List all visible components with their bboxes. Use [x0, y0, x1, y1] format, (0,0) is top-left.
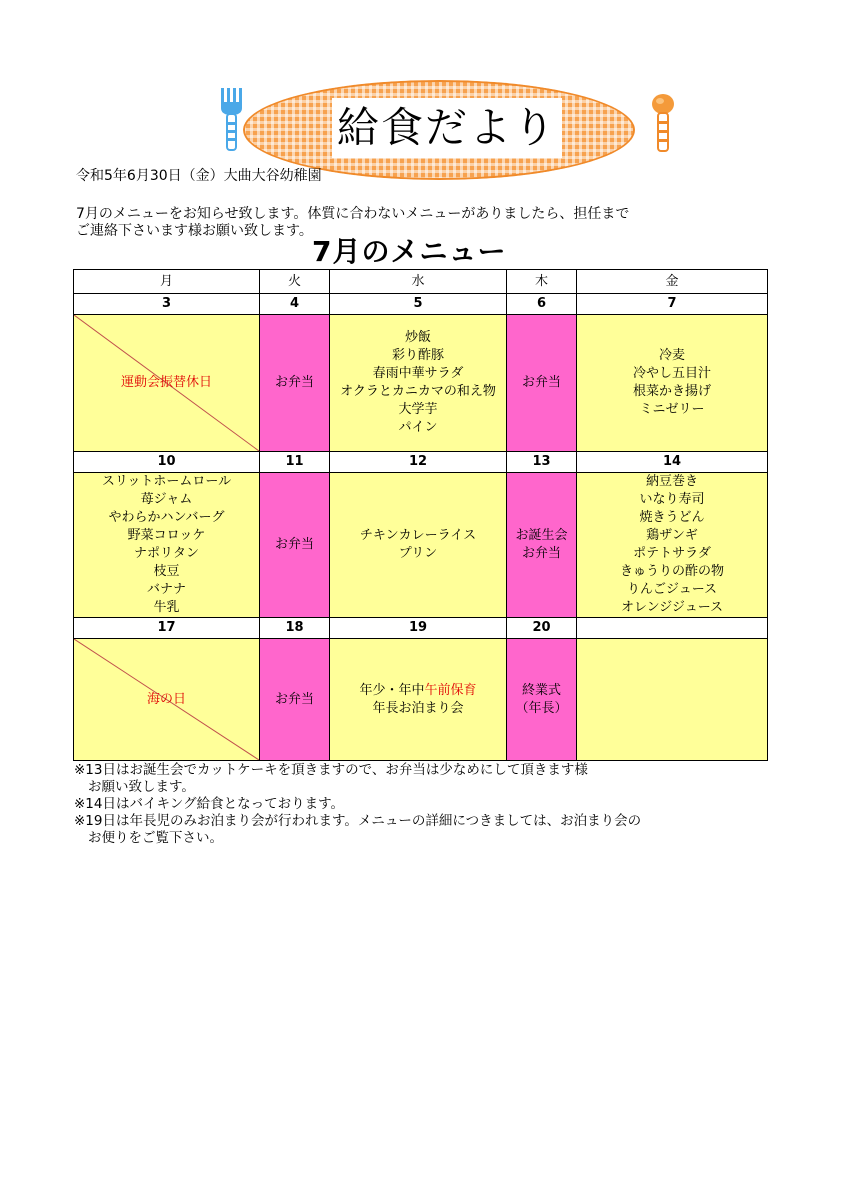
menu-item: お誕生会 [515, 528, 568, 543]
menu-item: 冷麦 [658, 348, 685, 363]
menu-row [74, 639, 768, 761]
holiday-label: 海の日 [146, 691, 186, 707]
menu-cell [330, 473, 507, 618]
menu-cell [74, 473, 260, 618]
menu-item [330, 682, 506, 700]
menu-item: 炒飯 [404, 330, 431, 345]
menu-item: チキンカレーライス [359, 528, 477, 543]
bento-cell [507, 473, 577, 618]
menu-title: 7月のメニュー [312, 235, 507, 268]
menu-item: やわらかハンバーグ [108, 510, 225, 525]
date-cell: 18 [260, 618, 330, 639]
notes [74, 762, 641, 847]
menu-item: パイン [398, 420, 438, 435]
menu-item-highlight: 午前保育 [424, 682, 477, 698]
menu-item: 年長お泊まり会 [372, 700, 464, 716]
date-cell: 10 [74, 452, 260, 473]
date-row [74, 618, 768, 639]
menu-item: りんごジュース [626, 582, 718, 597]
date-cell: 14 [577, 452, 768, 473]
menu-item: プリン [398, 546, 438, 561]
spoon-icon [650, 93, 676, 153]
weekday-header: 金 [577, 270, 768, 294]
date-cell: 19 [330, 618, 507, 639]
date-cell: 5 [330, 294, 507, 315]
note-line: ※13日はお誕生会でカットケーキを頂きますので、お弁当は少なめにして頂きます様 [74, 762, 588, 778]
menu-item: いなり寿司 [639, 492, 705, 507]
menu-item: 終業式 [521, 682, 561, 698]
menu-item: お弁当 [521, 375, 561, 390]
menu-item: 大学芋 [398, 402, 438, 417]
menu-item: 春雨中華サラダ [372, 366, 464, 381]
date-cell: 6 [507, 294, 577, 315]
empty-cell [577, 639, 768, 761]
bento-cell [260, 639, 330, 761]
menu-item: ナポリタン [133, 546, 199, 561]
menu-item: 苺ジャム [140, 492, 193, 507]
weekday-header: 水 [330, 270, 507, 294]
menu-item: 枝豆 [153, 564, 180, 579]
menu-item: ミニゼリー [639, 402, 705, 417]
menu-item: オレンジジュース [620, 600, 724, 615]
menu-item: （年長） [515, 700, 568, 716]
menu-item: 焼きうどん [639, 510, 705, 525]
bento-cell [507, 315, 577, 452]
menu-cell [577, 473, 768, 618]
menu-row [74, 315, 768, 452]
date-cell: 17 [74, 618, 260, 639]
date-row [74, 452, 768, 473]
menu-item: お弁当 [274, 375, 314, 390]
date-cell: 12 [330, 452, 507, 473]
weekday-header: 火 [260, 270, 330, 294]
weekday-row [74, 270, 768, 294]
note-line: ※14日はバイキング給食となっております。 [74, 796, 345, 812]
menu-item-prefix: 年少・年中 [359, 682, 425, 698]
menu-cell [330, 315, 507, 452]
menu-item: ポテトサラダ [633, 546, 711, 561]
menu-item: 冷やし五目汁 [632, 366, 711, 381]
holiday-label: 運動会振替休日 [120, 375, 212, 390]
menu-item: スリットホームロール [101, 474, 232, 489]
intro-line-2: ご連絡下さいます様お願い致します。 [76, 223, 313, 239]
menu-item: 納豆巻き [645, 474, 698, 489]
menu-item: 彩り酢豚 [391, 348, 444, 363]
date-cell: 7 [577, 294, 768, 315]
date-cell: 4 [260, 294, 330, 315]
menu-item: お弁当 [274, 691, 314, 707]
menu-item: 牛乳 [153, 600, 180, 615]
menu-item: お弁当 [274, 537, 314, 552]
date-row [74, 294, 768, 315]
date-cell [577, 618, 768, 639]
menu-item: 根菜かき揚げ [632, 384, 711, 399]
weekday-header: 月 [74, 270, 260, 294]
menu-cell [577, 315, 768, 452]
note-line: お便りをご覧下さい。 [88, 830, 223, 846]
menu-item: オクラとカニカマの和え物 [340, 384, 496, 399]
menu-item: きゅうりの酢の物 [619, 564, 724, 579]
page-title: 給食だより [332, 98, 562, 158]
menu-item: バナナ [146, 582, 186, 597]
note-line: お願い致します。 [88, 779, 195, 795]
date-cell: 13 [507, 452, 577, 473]
menu-item: 鶏ザンギ [646, 528, 698, 543]
bento-cell [260, 315, 330, 452]
fork-icon [218, 88, 244, 152]
date-cell: 11 [260, 452, 330, 473]
menu-calendar [73, 269, 768, 761]
date-line: 令和5年6月30日（金）大曲大谷幼稚園 [76, 168, 322, 184]
menu-item: お弁当 [521, 546, 561, 561]
holiday-cell [74, 639, 260, 761]
date-cell: 20 [507, 618, 577, 639]
date-cell: 3 [74, 294, 260, 315]
menu-item: 野菜コロッケ [127, 528, 206, 543]
weekday-header: 木 [507, 270, 577, 294]
menu-cell [330, 639, 507, 761]
menu-row [74, 473, 768, 618]
bento-cell [260, 473, 330, 618]
holiday-cell [74, 315, 260, 452]
note-line: ※19日は年長児のみお泊まり会が行われます。メニューの詳細につきましては、お泊まり会の [74, 813, 642, 829]
intro-line-1: 7月のメニューをお知らせ致します。体質に合わないメニューがありましたら、担任まで [76, 206, 630, 222]
bento-cell [507, 639, 577, 761]
